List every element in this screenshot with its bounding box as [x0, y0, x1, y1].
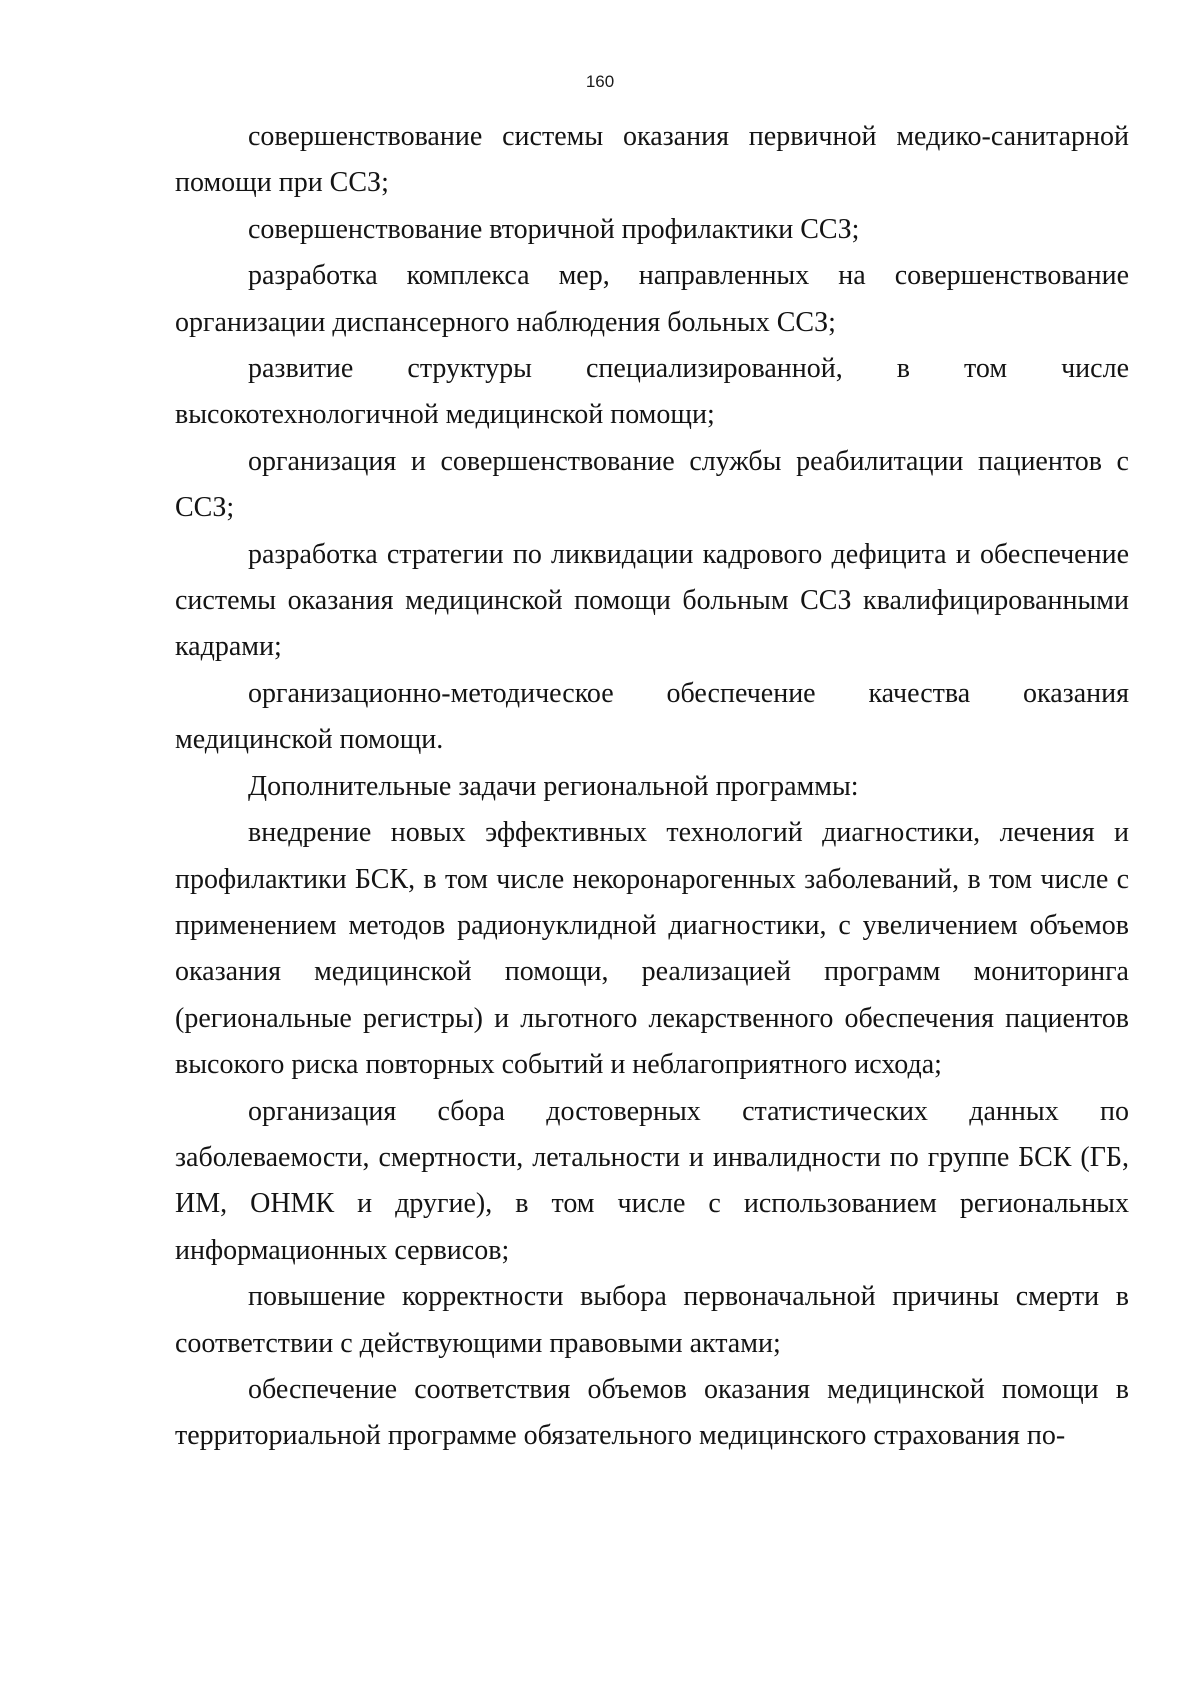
paragraph: организация и совершенствование службы реабилитации пациентов с ССЗ; — [175, 445, 1129, 524]
paragraph: повышение корректности выбора первоначальной причины смерти в соответствии с действующими правовыми актами; — [175, 1281, 1129, 1359]
paragraph: организационно-методическое обеспечение качества оказания медицинской помощи. — [175, 677, 1129, 756]
section-intro: Дополнительные задачи региональной программы: — [248, 770, 859, 802]
paragraph: разработка стратегии по ликвидации кадрового дефицита и обеспечение системы оказания медицинской помощи больным ССЗ квалифицированными кадрами; — [175, 538, 1129, 663]
paragraph: разработка комплекса мер, направленных на совершенствование организации диспансерного наблюдения больных ССЗ; — [175, 260, 1129, 338]
paragraph: внедрение новых эффективных технологий диагностики, лечения и профилактики БСК, в том числе некоронарогенных заболеваний, в том числе с применением методов радионуклидной диагностики, с увеличением объемов оказания медицинской помощи, реализацией программ мониторинга (региональные регистры) и льготного лекарственного обеспечения пациентов высокого риска повторных событий и неблагоприятного исхода; — [175, 817, 1129, 1081]
paragraph: развитие структуры специализированной, в том числе высокотехнологичной медицинской помощи; — [175, 353, 1129, 431]
paragraph: совершенствование системы оказания первичной медико-санитарной помощи при ССЗ; — [175, 121, 1129, 199]
paragraph: обеспечение соответствия объемов оказания медицинской помощи в территориальной программе обязательного медицинского страхования по- — [175, 1373, 1129, 1452]
page-number: 160 — [585, 72, 615, 91]
paragraph: совершенствование вторичной профилактики ССЗ; — [248, 213, 860, 245]
document-body — [175, 114, 1129, 1460]
paragraph: организация сбора достоверных статистических данных по заболеваемости, смертности, летальности и инвалидности по группе БСК (ГБ, ИМ, ОНМК и другие), в том числе с использованием региональных информационных сервисов; — [175, 1095, 1129, 1266]
